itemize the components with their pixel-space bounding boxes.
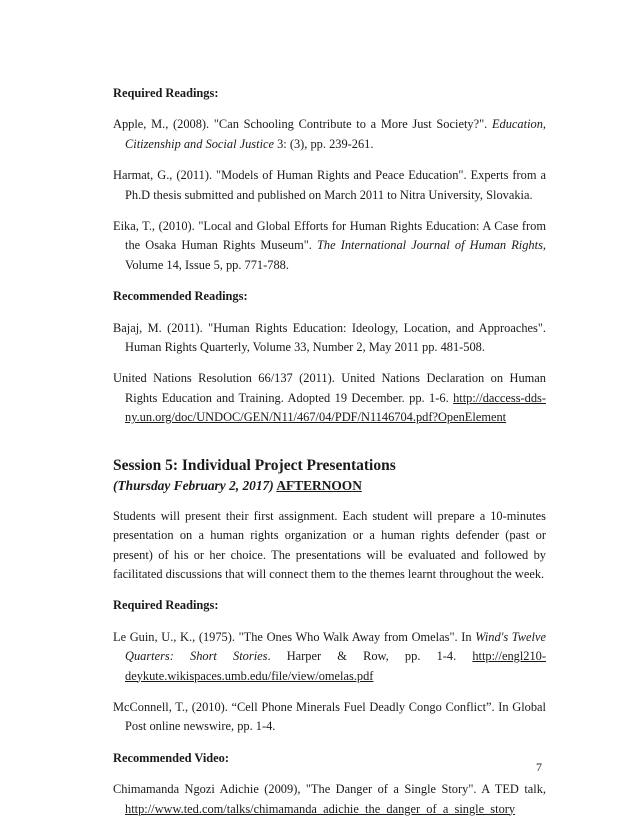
document-page [113,84,546,819]
recommended-readings-heading: Recommended Readings: [113,289,248,304]
recommended-video-heading: Recommended Video: [113,750,229,765]
session-title: Session 5: Individual Project Presentations [113,456,396,474]
reference-eika: Eika, T., (2010). "Local and Global Efforts for Human Rights Education: A Case from the Osaka Human Rights Museum". The International Journal of Human Rights, Volume 14, Issue 5, pp. 771-788. [113,219,547,272]
reference-le-guin: Le Guin, U., K., (1975). "The Ones Who Walk Away from Omelas". In Wind's Twelve Quarters: Short Stories. Harper & Row, pp. 1-4. http://engl210-deykute.wikispaces.umb.edu/file/view/omelas.pdf [113,629,546,683]
session-description: Students will present their first assignment. Each student will prepare a 10-minutes presentation on a human rights organization or a human rights defender (past or present) of his or her choice. The presentations will be evaluated and followed by facilitated discussions that will connect them to the themes learnt throughout the week. [113,508,546,581]
omelas-link[interactable]: http://engl210-deykute.wikispaces.umb.edu/file/view/omelas.pdf [125,649,546,683]
reference-adichie: Chimamanda Ngozi Adichie (2009), "The Danger of a Single Story". A TED talk, http://www.ted.com/talks/chimamanda_adichie_the_danger_of_a_single_story [113,782,546,816]
reference-bajaj: Bajaj, M. (2011). "Human Rights Education: Ideology, Location, and Approaches". Human Rights Quarterly, Volume 33, Number 2, May 2011 pp. 481-508. [113,320,546,355]
un-resolution-link[interactable]: http://daccess-dds-ny.un.org/doc/UNDOC/GEN/N11/467/04/PDF/N1146704.pdf?OpenElement [125,390,546,425]
session-date: (Thursday February 2, 2017) AFTERNOON [113,477,362,493]
reference-mcconnell: McConnell, T., (2010). “Cell Phone Minerals Fuel Deadly Congo Conflict”. In Global Post online newswire, pp. 1-4. [113,699,546,734]
ted-talk-link[interactable]: http://www.ted.com/talks/chimamanda_adichie_the_danger_of_a_single_story [125,801,516,816]
reference-harmat: Harmat, G., (2011). "Models of Human Rights and Peace Education". Experts from a Ph.D thesis submitted and published on March 2011 to Nitra University, Slovakia. [113,168,546,202]
reference-apple: Apple, M., (2008). "Can Schooling Contribute to a More Just Society?". Education, Citizenship and Social Justice 3: (3), pp. 239-261. [113,117,546,151]
required-readings-heading-2: Required Readings: [113,598,219,613]
page-number: 7 [536,760,542,774]
required-readings-heading: Required Readings: [113,86,219,100]
reference-un-resolution: United Nations Resolution 66/137 (2011). United Nations Declaration on Human Rights Education and Training. Adopted 19 December. pp. 1-6. http://daccess-dds-ny.un.org/doc/UNDOC/GEN/N11/467/04/PDF/N1146704.pdf?OpenElement [113,371,546,425]
session-time: AFTERNOON [276,477,362,493]
